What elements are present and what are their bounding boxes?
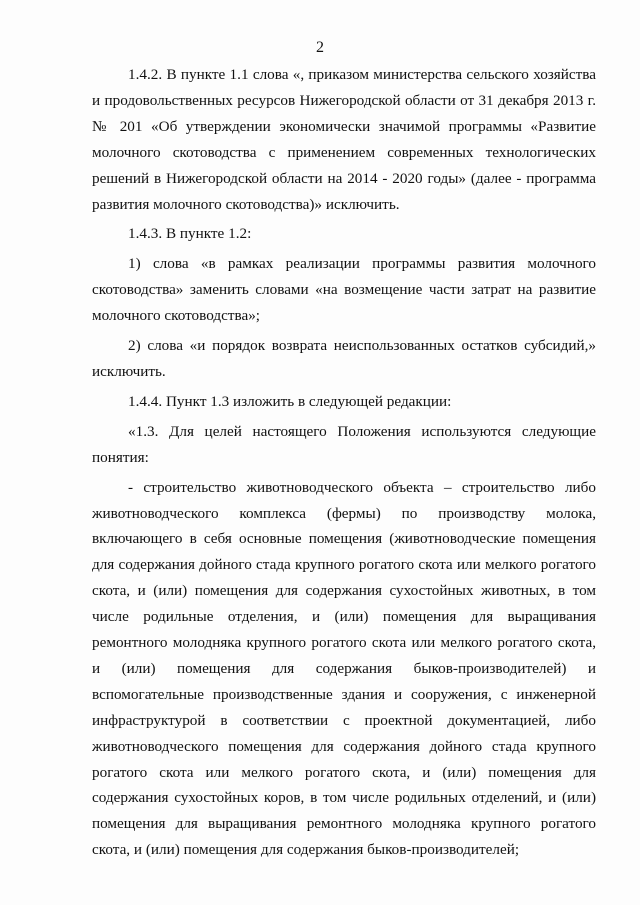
text-line: - строительство животноводческого объекта – строительство либо [128,478,596,496]
text-line: числе родильные отделения, и (или) помещения для выращивания [92,608,596,626]
text-line: молочного скотоводства»; [92,307,261,325]
page-number: 2 [316,39,324,56]
text-line: содержания сухостойных коров, в том числе родильных отделений, и (или) [92,789,596,807]
text-line: помещения для выращивания ремонтного молодняка крупного рогатого [92,815,596,833]
text-line: и продовольственных ресурсов Нижегородской области от 31 декабря 2013 г. [92,91,596,109]
text-line: скотоводства» заменить словами «на возмещение части затрат на развитие [92,281,596,299]
text-line: 2) слова «и порядок возврата неиспользованных остатков субсидий,» [128,337,596,355]
text-line: 1.4.2. В пункте 1.1 слова «, приказом министерства сельского хозяйства [128,66,596,83]
text-line: животноводческого комплекса (фермы) по производству молока, [92,504,596,522]
text-line: и (или) помещения для содержания быков-производителей) и [92,659,596,677]
text-line: животноводческого помещения для содержания дойного стада крупного [92,737,596,755]
document-body [92,62,596,863]
text-line: исключить. [92,362,166,380]
text-line: включающего в себя основные помещения (животноводческие помещения [92,530,596,548]
text-line: 1.4.3. В пункте 1.2: [128,225,252,243]
text-line: скота, и (или) помещения для содержания сухостойных животных, в том [92,582,596,600]
text-line: № 201 «Об утверждении экономически значимой программы «Развитие [92,117,596,135]
text-line: скота, и (или) помещения для содержания быков-производителей; [92,841,520,859]
text-line: рогатого скота или мелкого рогатого скота, и (или) помещения для [92,763,596,781]
text-line: вспомогательные производственные здания и сооружения, с инженерной [92,685,596,703]
text-line: понятия: [92,448,149,466]
text-line: решений в Нижегородской области на 2014 - 2020 годы» (далее - программа [92,169,596,187]
text-line: молочного скотоводства с применением современных технологических [92,143,596,161]
text-line: 1.4.4. Пункт 1.3 изложить в следующей редакции: [128,392,452,410]
text-line: «1.3. Для целей настоящего Положения используются следующие [128,422,596,440]
text-line: инфраструктурой в соответствии с проектной документацией, либо [92,711,596,729]
text-line: 1) слова «в рамках реализации программы развития молочного [128,255,596,273]
text-line: ремонтного молодняка крупного рогатого скота или мелкого рогатого скота, [92,634,596,652]
text-line: развития молочного скотоводства)» исключить. [92,195,400,213]
text-line: для содержания дойного стада крупного рогатого скота или мелкого рогатого [92,556,596,574]
